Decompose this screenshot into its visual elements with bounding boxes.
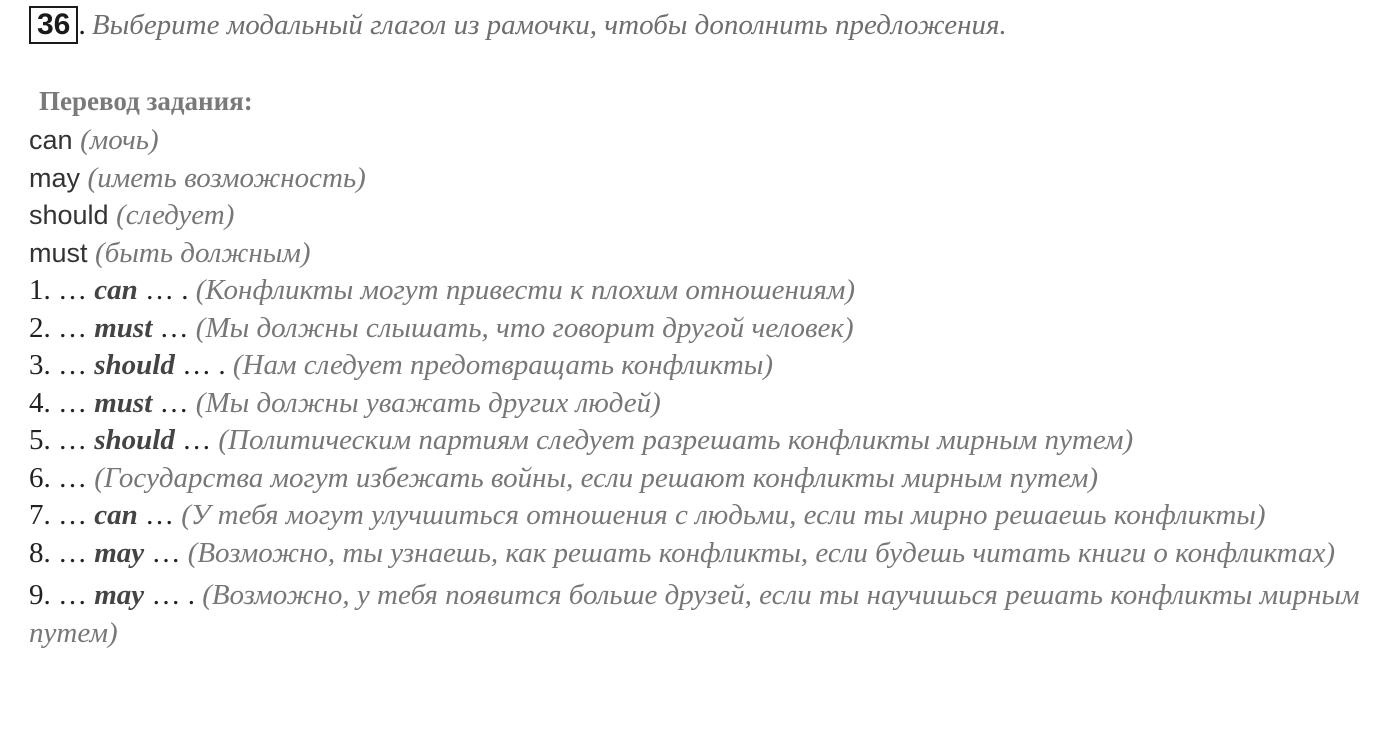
task-number-dot: . (78, 8, 86, 41)
verb-ru: (мочь) (80, 124, 159, 156)
verb-line-may (29, 160, 1389, 198)
answer-modal: must (94, 386, 153, 419)
answer-modal: can (94, 499, 138, 531)
translation-heading: Перевод задания: (39, 86, 253, 116)
task-header (29, 5, 1007, 45)
answer-lines (29, 122, 1389, 652)
verb-line-must (29, 235, 1389, 273)
answer-translation: (У тебя могут улучшиться отношения с людьми, если ты мирно решаешь конфликты) (181, 499, 1266, 531)
answer-number: 3. (29, 349, 51, 381)
answer-line-8: 8. … may … (Возможно, ты узнаешь, как решать конфликты, если будешь читать книги о конфликтах) (29, 536, 1335, 569)
verb-en: should (29, 200, 109, 230)
answer-number: 2. (29, 311, 51, 344)
answer-translation: (Нам следует предотвращать конфликты) (232, 349, 774, 381)
answer-line-7: 7. … can … (У тебя могут улучшиться отношения с людьми, если ты мирно решаешь конфликты) (29, 499, 1266, 531)
answer-translation: (Государства могут избежать войны, если решают конфликты мирным путем) (94, 461, 1099, 494)
verb-en: can (29, 125, 73, 155)
answer-number: 5. (29, 424, 51, 456)
answer-number: 7. (29, 499, 51, 531)
answer-translation: (Возможно, у тебя появится больше друзей, если ты научишься решать конфликты мирным путем) (29, 579, 1360, 649)
task-number-box: 36 (29, 6, 78, 44)
answer-line-5: 5. … should … (Политическим партиям следует разрешать конфликты мирным путем) (29, 424, 1134, 456)
verb-en: may (29, 162, 81, 193)
task-instruction: Выберите модальный глагол из рамочки, чтобы дополнить предложения. (91, 8, 1007, 41)
answer-modal: may (94, 579, 145, 611)
answer-modal: must (94, 311, 153, 344)
verb-ru: (быть должным) (95, 236, 311, 269)
verb-line-should (29, 197, 1389, 235)
answer-line-6: 6. … (Государства могут избежать войны, если решают конфликты мирным путем) (29, 461, 1099, 494)
answer-modal: can (94, 274, 138, 306)
answer-number: 1. (29, 274, 51, 306)
answer-translation: (Мы должны уважать других людей) (195, 386, 661, 419)
answer-line-3: 3. … should … . (Нам следует предотвращать конфликты) (29, 349, 774, 381)
verb-ru: (иметь возможность) (87, 161, 366, 194)
answer-number: 9. (29, 579, 51, 611)
answer-translation: (Мы должны слышать, что говорит другой человек) (195, 311, 854, 344)
answer-line-1: 1. … can … . (Конфликты могут привести к плохим отношениям) (29, 274, 855, 306)
answer-translation: (Возможно, ты узнаешь, как решать конфликты, если будешь читать книги о конфликтах) (187, 536, 1335, 569)
answer-modal: may (94, 536, 145, 569)
answer-number: 8. (29, 536, 51, 569)
answer-translation: (Конфликты могут привести к плохим отношениям) (195, 274, 855, 306)
verb-en: must (29, 237, 88, 268)
answer-line-9: 9. … may … . (Возможно, у тебя появится больше друзей, если ты научишься решать конфликты мирным путем) (29, 579, 1360, 649)
verb-ru: (следует) (116, 199, 235, 231)
answer-line-4: 4. … must … (Мы должны уважать других людей) (29, 386, 661, 419)
verb-line-can (29, 122, 1389, 160)
answer-line-2: 2. … must … (Мы должны слышать, что говорит другой человек) (29, 311, 854, 344)
answer-number: 4. (29, 386, 51, 419)
answer-modal: should (94, 424, 175, 456)
answer-translation: (Политическим партиям следует разрешать конфликты мирным путем) (218, 424, 1134, 456)
answer-number: 6. (29, 461, 51, 494)
answer-modal: should (94, 349, 175, 381)
